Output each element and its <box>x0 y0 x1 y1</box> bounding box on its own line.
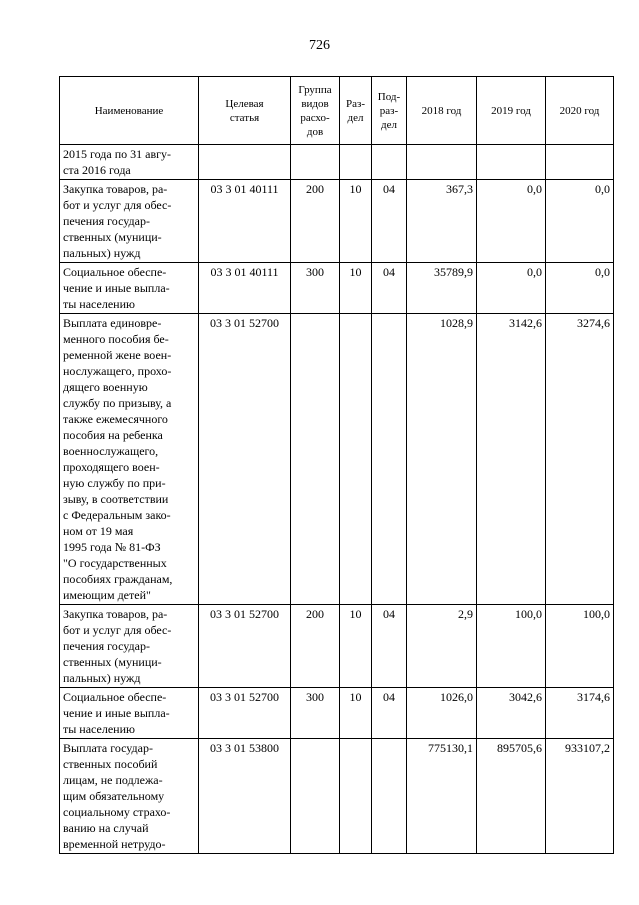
table-row <box>60 145 614 180</box>
budget-table <box>59 76 614 854</box>
table-row <box>60 605 614 688</box>
cell-target: 03 3 01 52700 <box>199 605 291 688</box>
table-row <box>60 688 614 739</box>
cell-2019: 0,0 <box>477 263 546 314</box>
cell-name: 2015 года по 31 авгу- ста 2016 года <box>60 145 199 180</box>
cell-target <box>199 145 291 180</box>
cell-2018: 775130,1 <box>407 739 477 854</box>
cell-group <box>291 314 340 605</box>
header-group: Группа видов расхо- дов <box>291 77 340 145</box>
cell-subsection <box>372 314 407 605</box>
cell-target: 03 3 01 40111 <box>199 180 291 263</box>
cell-name: Закупка товаров, ра- бот и услуг для обес- печения государ- ственных (муници- пальных) нужд <box>60 180 199 263</box>
cell-target: 03 3 01 40111 <box>199 263 291 314</box>
cell-section: 10 <box>340 180 372 263</box>
cell-name: Выплата государ- ственных пособий лицам, не подлежа- щим обязательному социальному страхо- ванию на случай временной нетрудо- <box>60 739 199 854</box>
cell-name: Закупка товаров, ра- бот и услуг для обес- печения государ- ственных (муници- пальных) нужд <box>60 605 199 688</box>
cell-subsection: 04 <box>372 263 407 314</box>
cell-2018: 2,9 <box>407 605 477 688</box>
cell-2020: 0,0 <box>546 263 614 314</box>
cell-2018: 1028,9 <box>407 314 477 605</box>
cell-2020: 3174,6 <box>546 688 614 739</box>
cell-2020: 933107,2 <box>546 739 614 854</box>
cell-2019: 3142,6 <box>477 314 546 605</box>
table-row <box>60 314 614 605</box>
cell-subsection <box>372 145 407 180</box>
cell-name: Социальное обеспе- чение и иные выпла- ты населению <box>60 263 199 314</box>
header-section: Раз- дел <box>340 77 372 145</box>
cell-group <box>291 145 340 180</box>
header-subsection: Под- раз- дел <box>372 77 407 145</box>
cell-section: 10 <box>340 605 372 688</box>
cell-group: 300 <box>291 688 340 739</box>
header-2018: 2018 год <box>407 77 477 145</box>
header-name: Наименование <box>60 77 199 145</box>
table-row <box>60 263 614 314</box>
cell-2020 <box>546 145 614 180</box>
cell-2018: 35789,9 <box>407 263 477 314</box>
cell-section: 10 <box>340 688 372 739</box>
table-header-row <box>60 77 614 145</box>
cell-group <box>291 739 340 854</box>
cell-name: Социальное обеспе- чение и иные выпла- ты населению <box>60 688 199 739</box>
cell-2019 <box>477 145 546 180</box>
cell-target: 03 3 01 52700 <box>199 688 291 739</box>
table-row <box>60 180 614 263</box>
header-target: Целевая статья <box>199 77 291 145</box>
cell-2019: 895705,6 <box>477 739 546 854</box>
header-2019: 2019 год <box>477 77 546 145</box>
cell-2018: 1026,0 <box>407 688 477 739</box>
cell-2020: 3274,6 <box>546 314 614 605</box>
cell-subsection: 04 <box>372 688 407 739</box>
table-row <box>60 739 614 854</box>
cell-2019: 3042,6 <box>477 688 546 739</box>
cell-subsection: 04 <box>372 180 407 263</box>
cell-2018: 367,3 <box>407 180 477 263</box>
cell-section <box>340 145 372 180</box>
cell-section <box>340 739 372 854</box>
cell-2019: 100,0 <box>477 605 546 688</box>
cell-2018 <box>407 145 477 180</box>
cell-group: 200 <box>291 180 340 263</box>
cell-subsection <box>372 739 407 854</box>
cell-subsection: 04 <box>372 605 407 688</box>
cell-section: 10 <box>340 263 372 314</box>
cell-name: Выплата единовре- менного пособия бе- ременной жене воен- нослужащего, прохо- дящего военную службу по призыву, а также ежемесячного пособия на ребенка военнослужащего, проходящего воен- ную службу по при- зыву, в соответствии с Федеральным зако- ном от 19 мая 1995 года № 81-ФЗ "О государственных пособиях гражданам, имеющим детей" <box>60 314 199 605</box>
cell-group: 300 <box>291 263 340 314</box>
cell-target: 03 3 01 52700 <box>199 314 291 605</box>
page-number: 726 <box>309 38 330 53</box>
cell-section <box>340 314 372 605</box>
header-2020: 2020 год <box>546 77 614 145</box>
cell-target: 03 3 01 53800 <box>199 739 291 854</box>
cell-2020: 100,0 <box>546 605 614 688</box>
cell-2019: 0,0 <box>477 180 546 263</box>
cell-group: 200 <box>291 605 340 688</box>
cell-2020: 0,0 <box>546 180 614 263</box>
